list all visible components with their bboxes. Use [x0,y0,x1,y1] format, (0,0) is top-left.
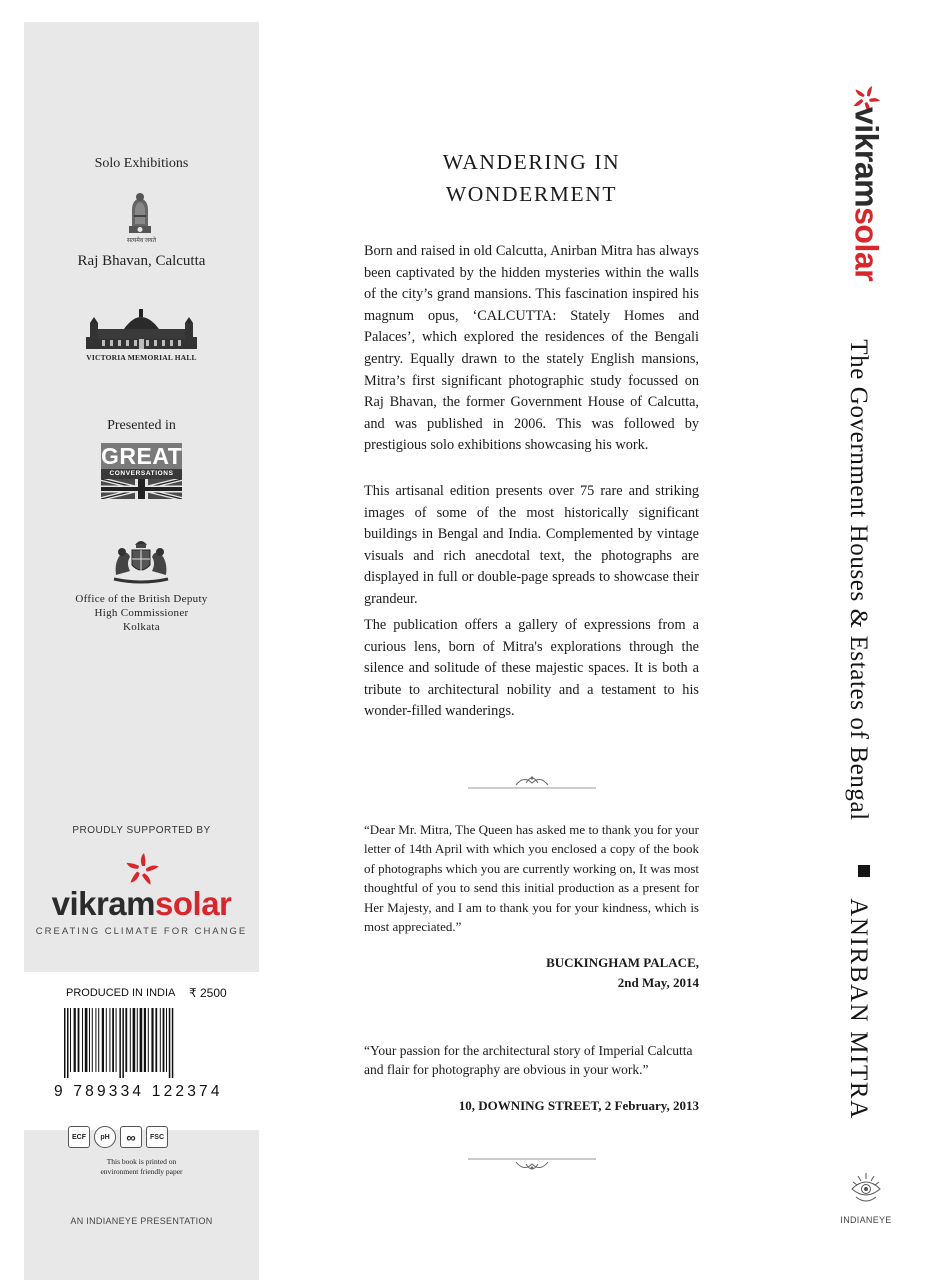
barcode-bar [67,1008,69,1078]
ornament-divider-icon [466,1153,598,1173]
eco-certification-icons [66,1126,170,1154]
spine-wordmark-solar: solar [848,207,885,282]
victoria-memorial-icon [84,307,199,352]
spine-author-text: ANIRBAN MITRA [845,898,872,1120]
royal-coat-of-arms-icon [110,535,172,587]
barcode-bar [144,1008,146,1072]
great-logo-top-text: GREAT [101,443,183,469]
barcode-bar [151,1008,153,1072]
barcode-bar [130,1008,131,1072]
barcode-bar [74,1008,76,1072]
barcode-bar [112,1008,114,1072]
eco-line: environment friendly paper [100,1167,183,1176]
eco-paper-note [24,1157,259,1177]
barcode-bar [106,1008,107,1072]
spine-separator-square [858,865,870,877]
barcode-bar [70,1008,71,1072]
blurb-paragraph-1: Born and raised in old Calcutta, Anirban Mitra has always been captivated by the hidden mysteries within the walls of the city’s grand mansions. This fascination inspired his magnum opus, ‘CALCUTTA: Stately Homes and Palaces’, which explored the residences of the Bengali gentry. Equally drawn to the stately English mansions, Mitra’s first significant photographic study focussed on Raj Bhavan, the former Government House of Calcutta, and was published in 2006. This was followed by prestigious solo exhibitions showcasing his work. [364,243,699,454]
isbn-barcode [62,1008,226,1078]
buckingham-palace-quote: “Dear Mr. Mitra, The Queen has asked me to thank you for your letter of 14th April with which you enclosed a copy of the book of photographs which you are currently working on, It was most thoughtful of you to send this initial production as a present for Her Majesty, and I am to thank you for your kindness, which is most appreciated.” [364,822,699,935]
barcode-bar [160,1008,161,1072]
barcode-bar [89,1008,90,1072]
british-deputy-high-commission-text [24,592,259,634]
wordmark-solar: solar [155,885,232,922]
isbn-number: 9 789334 122374 [54,1083,223,1100]
buckingham-palace-attribution [546,953,699,993]
fsc-icon: FSC [146,1126,168,1148]
barcode-bar [172,1008,174,1078]
union-jack-icon [101,479,182,499]
blurb-paragraph-2: This artisanal edition presents over 75 rare and striking images of some of the most historically significant buildings in Bengal and India. Complemented by vintage visuals and rich anecdotal text, the photographs are displayed in full or double-page spreads to showcase their grandeur. [364,483,699,607]
barcode-bar [119,1008,121,1078]
barcode-bar [137,1008,138,1072]
spine-title-text: The Government Houses & Estates of Bengal [845,339,872,821]
produced-in-india-label: PRODUCED IN INDIA [66,987,176,999]
attribution-line: BUCKINGHAM PALACE, [546,955,699,970]
barcode-bar [85,1008,88,1072]
office-line: High Commissioner [94,607,189,619]
great-logo-bottom-text: CONVERSATIONS [101,469,182,479]
ornament-divider-icon [466,771,598,791]
barcode-bar [116,1008,117,1072]
barcode-bar [166,1008,167,1072]
barcode-bar [125,1008,127,1072]
title-line: WANDERING IN [442,150,621,174]
ph-neutral-icon: pH [94,1126,116,1148]
ecf-icon: ECF [68,1126,90,1148]
indianeye-logo-icon [848,1169,884,1205]
blurb-paragraph-3: The publication offers a gallery of expressions from a curious lens, born of Mitra's explorations through the silence and solitude of these majestic spaces. It is both a tribute to architectural nobility and a testament to his wonder-filled wanderings. [364,617,699,720]
wordmark-vikram: vikram [51,885,156,922]
proudly-supported-by-label: PROUDLY SUPPORTED BY [72,825,211,836]
office-line: Office of the British Deputy [75,593,208,605]
vikram-solar-sun-icon [124,852,160,888]
emblem-motto: सत्यमेव जयते [126,238,157,244]
barcode-bar [98,1008,99,1072]
barcode-bar [140,1008,143,1072]
barcode-bar [169,1008,171,1078]
blurb-title [365,146,698,210]
raj-bhavan-label: Raj Bhavan, Calcutta [77,253,206,269]
downing-street-quote: “Your passion for the architectural story of Imperial Calcutta and flair for photography are obvious in your work.” [364,1043,693,1078]
ashoka-emblem-icon [120,190,160,242]
barcode-bar [163,1008,165,1072]
eco-line: This book is printed on [106,1157,177,1166]
victoria-memorial-label: VICTORIA MEMORIAL HALL [86,353,197,362]
office-line: Kolkata [123,621,160,633]
attribution-line: 2nd May, 2014 [617,975,699,990]
vikram-solar-wordmark [24,884,259,924]
solo-exhibitions-label: Solo Exhibitions [94,156,189,171]
barcode-bar [78,1008,80,1072]
barcode-bar [133,1008,136,1072]
permanence-icon: ∞ [120,1126,142,1148]
barcode-bar [155,1008,157,1072]
barcode-bar [109,1008,110,1072]
title-line: WONDERMENT [445,182,618,206]
presented-in-label: Presented in [107,418,176,433]
vikram-solar-tagline: CREATING CLIMATE FOR CHANGE [35,926,248,937]
price-label: ₹ 2500 [189,986,227,1000]
spine-publisher-label: INDIANEYE [840,1215,892,1225]
great-conversations-logo [101,443,182,499]
barcode-bar [148,1008,149,1072]
spine-wordmark-vikram: vikram [848,106,885,208]
barcode-bar [82,1008,83,1072]
downing-street-attribution: 10, DOWNING STREET, 2 February, 2013 [458,1098,699,1113]
barcode-price-box [24,972,259,1130]
indianeye-presentation-label: AN INDIANEYE PRESENTATION [70,1216,213,1226]
barcode-bar [122,1008,124,1078]
barcode-bar [95,1008,96,1072]
barcode-bar [64,1008,66,1078]
barcode-bar [92,1008,93,1072]
barcode-bar [102,1008,104,1072]
